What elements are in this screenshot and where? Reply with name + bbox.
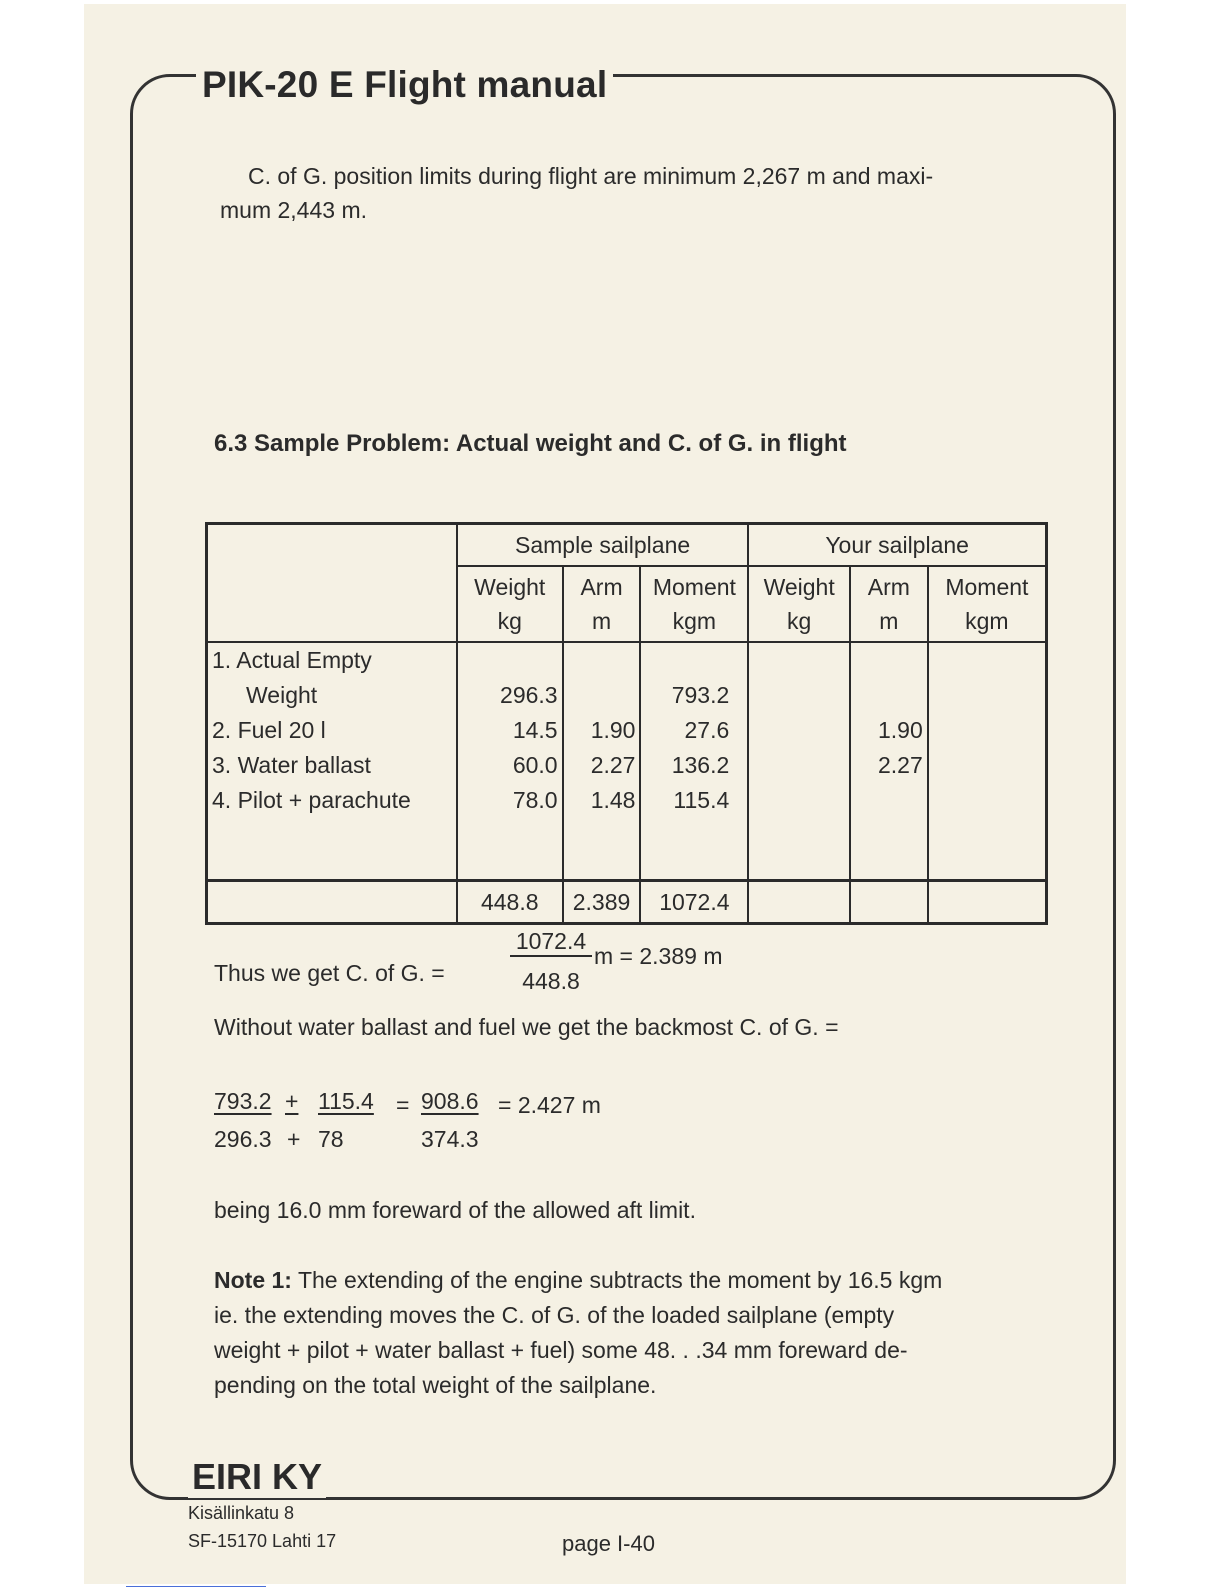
note1-line-1: Note 1: The extending of the engine subtracts the moment by 16.5 kgm [214,1267,943,1293]
table-cell: 1.90 [877,717,923,743]
cg-formula-prefix: Thus we get C. of G. = [214,960,445,986]
cg-numerator: 1072.4 [510,928,592,957]
table-cell: 296.3 [500,682,558,708]
page-number: page I-40 [562,1531,655,1556]
item-labels-cell [207,642,457,881]
intro-line-1: C. of G. position limits during flight are minimum 2,267 m and maxi- [248,163,934,189]
backmost-result: = 2.427 m [498,1092,601,1118]
backmost-num-b: 115.4 [318,1088,374,1114]
your-arm-cell [850,642,928,881]
backmost-equals: = [396,1092,410,1118]
table-cell: 60.0 [512,752,558,778]
cg-formula-result: m = 2.389 m [594,943,723,969]
total-your-arm [850,881,928,924]
col-header-your-arm: Arm m [850,566,928,642]
table-row-label: 4. Pilot + parachute [212,787,411,813]
col-header-sample-moment: Moment kgm [640,566,748,642]
address-line-1: Kisällinkatu 8 [188,1503,295,1523]
item-header-cell [207,524,457,643]
table-row-label: 2. Fuel 20 l [212,717,326,743]
table-cell: 2.27 [877,752,923,778]
table-cell: 14.5 [512,717,558,743]
total-label-cell [207,881,457,924]
backmost-den-a: 296.3 [214,1126,272,1152]
total-your-moment [928,881,1047,924]
your-moment-cell [928,642,1047,881]
sample-arm-cell [563,642,641,881]
table-cell: 1.48 [590,787,636,813]
note1-line-2: ie. the extending moves the C. of G. of the loaded sailplane (empty [214,1302,895,1328]
table-cell: 136.2 [671,752,730,778]
total-moment: 1072.4 [640,881,748,924]
your-weight-cell [748,642,850,881]
total-your-weight [748,881,850,924]
cg-denominator: 448.8 [522,968,580,994]
backmost-den-sum: 374.3 [421,1126,479,1152]
table-cell: 27.6 [684,717,730,743]
table-cell: 115.4 [673,787,730,813]
company-name: EIRI KY [188,1456,326,1498]
table-row-label: 3. Water ballast [212,752,371,778]
backmost-num-a: 793.2 [214,1088,272,1114]
table-cell: 1.90 [590,717,636,743]
sample-weight-cell [457,642,563,881]
col-header-sample-arm: Arm m [563,566,641,642]
note1-line-3: weight + pilot + water ballast + fuel) some 48. . .34 mm foreward de- [214,1337,908,1363]
sample-moment-cell [640,642,748,881]
intro-line-2: mum 2,443 m. [220,197,367,223]
backmost-text: Without water ballast and fuel we get the backmost C. of G. = [214,1014,839,1040]
col-header-your-weight: Weight kg [748,566,850,642]
backmost-den-plus: + [287,1126,301,1152]
note1-label: Note 1: [214,1267,292,1293]
col-header-your-moment: Moment kgm [928,566,1047,642]
backmost-den-b: 78 [318,1126,344,1152]
backmost-num-sum: 908.6 [421,1088,479,1114]
your-sailplane-header: Your sailplane [748,524,1046,567]
weight-balance-table [205,522,1048,925]
section-heading: 6.3 Sample Problem: Actual weight and C. of G. in flight [214,430,847,457]
table-cell: 2.27 [590,752,636,778]
table-row-label: 1. Actual Empty [212,647,372,673]
manual-title: PIK-20 E Flight manual [196,64,613,106]
forward-note: being 16.0 mm foreward of the allowed aft limit. [214,1197,696,1223]
col-header-sample-weight: Weight kg [457,566,563,642]
total-arm: 2.389 [563,881,641,924]
table-row-label: Weight [246,682,318,708]
backmost-plus: + [285,1088,299,1114]
table-cell: 793.2 [671,682,730,708]
address-line-2: SF-15170 Lahti 17 [188,1531,337,1551]
table-cell: 78.0 [512,787,558,813]
sample-sailplane-header: Sample sailplane [457,524,748,567]
total-weight: 448.8 [457,881,563,924]
note1-line-4: pending on the total weight of the sailplane. [214,1372,657,1398]
